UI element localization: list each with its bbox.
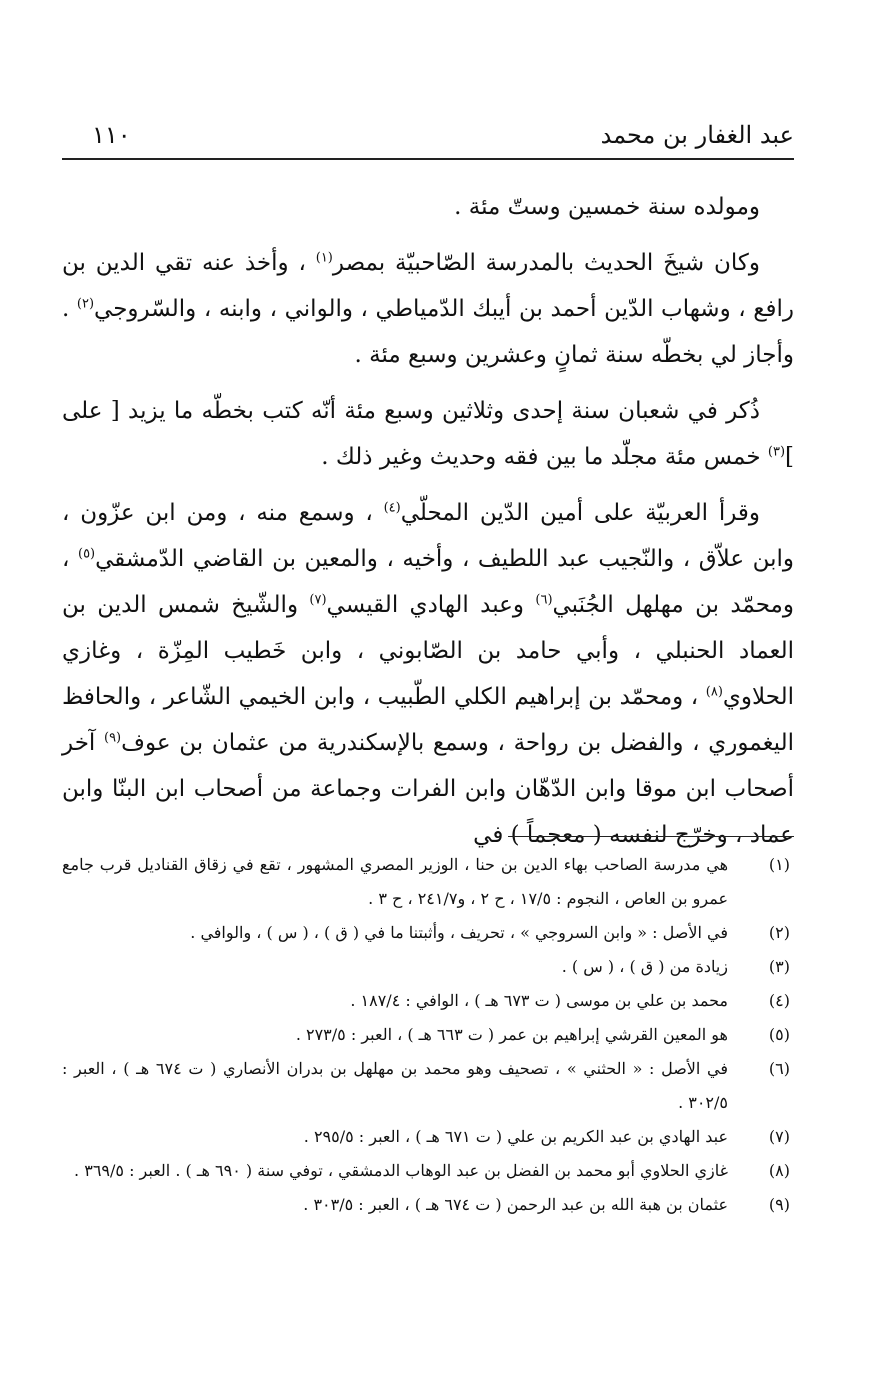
footnote-text: محمد بن علي بن موسى ( ت ٦٧٣ هـ ) ، الوافي : ١٨٧/٤ . [350,991,728,1010]
footnote-ref-8: (٨) [705,684,723,700]
page-header [62,118,794,158]
header-rule [62,158,794,160]
footnote-ref-6: (٦) [535,592,553,608]
footnote-text: في الأصل : « وابن السروجي » ، تحريف ، وأثبتنا ما في ( ق ) ، ( س ) ، والوافي . [190,923,728,942]
running-title: عبد الغفار بن محمد [600,121,794,149]
footnote-ref-2: (٢) [76,296,95,312]
paragraph-studies: وقرأ العربيّة على أمين الدّين المحلّي$^{(٤)}$ ، وسمع منه ، ومن ابن عزّون ، وابن علاّق ، والنّجيب عبد اللطيف ، وأخيه ، والمعين بن القاضي الدّمشقي$^{(٥)}$ ، ومحمّد بن مهلهل الجُنَبي$^{(٦)}$ وعبد الهادي القيسي$^{(٧)}$ والشّيخ شمس الدين بن العماد الحنبلي ، وأبي حامد بن الصّابوني ، وابن خَطيب المِزّة ، وغازي الحلاوي$^{(٨)}$ ، ومحمّد بن إبراهيم الكلي الطّبيب ، وابن الخيمي الشّاعر ، والحافظ اليغموري ، والفضل بن رواحة ، وسمع بالإسكندرية من عثمان بن عوف$^{(٩)}$ آخر أصحاب ابن موقا وابن الدّهّان وابن الفرات وجماعة من أصحاب ابن البنّا وابن عماد ، وخرّج لنفسه ( معجماً ) في [62,500,795,848]
footnote-ref-7: (٧) [309,592,327,608]
footnote-number: (٧) [768,1127,790,1146]
footnote-number: (٣) [768,957,790,976]
footnote-6 [62,1052,794,1120]
footnote-ref-1: (١) [315,250,333,266]
footnote-8 [62,1154,794,1188]
footnote-1 [62,848,794,916]
footnote-number: (٢) [768,923,790,942]
footnote-number: (٨) [768,1161,790,1180]
footnote-ref-3: (٣) [767,444,786,460]
paragraph-birth: ومولده سنة خمسين وستّ مئة . [454,194,760,220]
footnote-3 [62,950,794,984]
footnote-text: عبد الهادي بن عبد الكريم بن علي ( ت ٦٧١ هـ ) ، العبر : ٢٩٥/٥ . [303,1127,728,1146]
main-text [62,184,794,868]
page-number: ١١٠ [92,121,131,149]
footnote-number: (١) [768,855,790,874]
footnotes [62,848,794,1222]
footnote-text: في الأصل : « الحثني » ، تصحيف وهو محمد بن مهلهل بن بدران الأنصاري ( ت ٦٧٤ هـ ) ، العبر : ٣٠٢/٥ . [62,1059,728,1112]
footnote-number: (٤) [768,991,790,1010]
footnote-ref-4: (٤) [383,500,401,516]
footnote-rule [508,836,794,837]
footnote-9 [62,1188,794,1222]
footnote-5 [62,1018,794,1052]
paragraph-teaching: وكان شيخَ الحديث بالمدرسة الصّاحبيّة بمصر$^{(١)}$ ، وأخذ عنه تقي الدين بن رافع ، وشهاب الدّين أحمد بن أيبك الدّمياطي ، والواني ، وابنه ، والسّروجي$^{(٢)}$ . وأجاز لي بخطّه سنة ثمانٍ وعشرين وسبع مئة . [62,250,795,368]
footnote-4 [62,984,794,1018]
footnote-text: هو المعين القرشي إبراهيم بن عمر ( ت ٦٦٣ هـ ) ، العبر : ٢٧٣/٥ . [295,1025,728,1044]
footnote-7 [62,1120,794,1154]
footnote-ref-5: (٥) [77,546,96,562]
paragraph-writing: ذُكر في شعبان سنة إحدى وثلاثين وسبع مئة أنّه كتب بخطّه ما يزيد [ على ]$^{(٣)}$ خمس مئة مجلّد ما بين فقه وحديث وغير ذلك . [62,398,794,470]
footnote-text: زيادة من ( ق ) ، ( س ) . [561,957,728,976]
footnote-ref-9: (٩) [103,730,122,746]
footnote-text: عثمان بن هبة الله بن عبد الرحمن ( ت ٦٧٤ هـ ) ، العبر : ٣٠٣/٥ . [303,1195,728,1214]
footnote-number: (٦) [768,1059,790,1078]
footnote-text: هي مدرسة الصاحب بهاء الدين بن حنا ، الوزير المصري المشهور ، تقع في زقاق القناديل قرب جامع عمرو بن العاص ، النجوم : ١٧/٥ ، ح ٢ ، و٢٤١/٧ ، ح ٣ . [62,855,728,908]
footnote-2 [62,916,794,950]
footnote-text: غازي الحلاوي أبو محمد بن الفضل بن عبد الوهاب الدمشقي ، توفي سنة ( ٦٩٠ هـ ) . العبر : ٣٦٩/٥ . [74,1161,728,1180]
footnote-number: (٩) [768,1195,790,1214]
footnote-number: (٥) [768,1025,790,1044]
